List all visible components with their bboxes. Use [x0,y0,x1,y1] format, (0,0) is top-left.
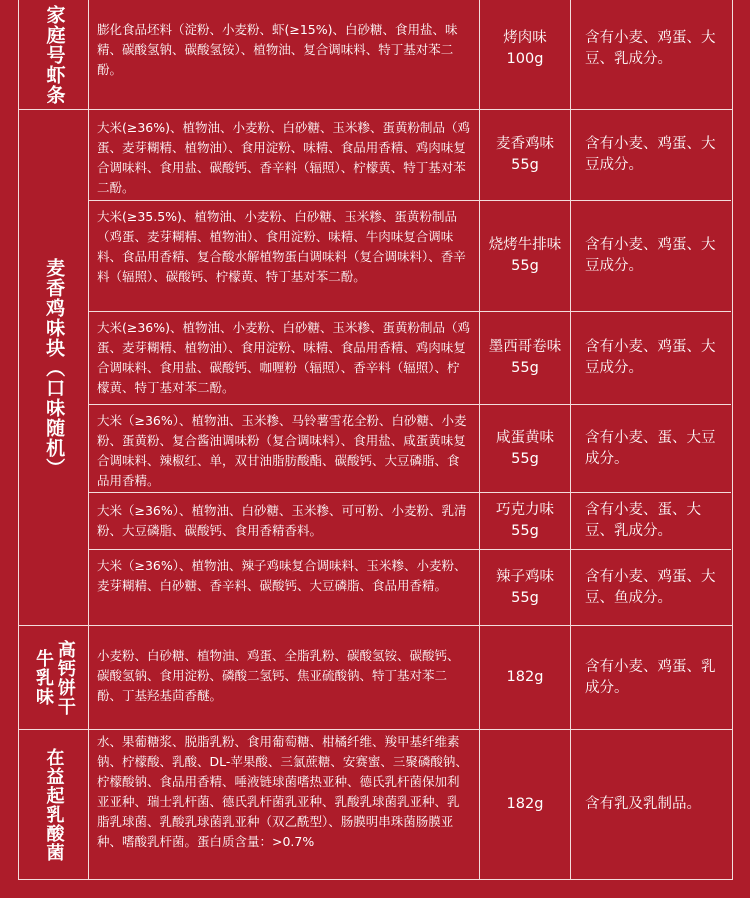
allergens-cell: 含有小麦、鸡蛋、大豆、鱼成分。 [585,568,716,606]
net-weight: 182g [506,796,544,812]
allergens-cell: 含有小麦、鸡蛋、大豆成分。 [585,136,716,173]
allergens-cell: 含有小麦、鸡蛋、乳成分。 [585,658,716,696]
net-weight: 182g [506,669,544,685]
net-weight: 55g [511,360,539,376]
product-name-line: 高钙饼干 [54,639,76,716]
product-name: 在益起乳酸菌 [43,747,65,862]
allergens-cell: 含有小麦、鸡蛋、大豆、乳成分。 [585,29,716,67]
flavor-name: 辣子鸡味 [496,568,554,585]
flavor-cell [480,0,570,109]
ingredients-cell: 大米（≥36%）、植物油、辣子鸡味复合调味料、玉米糁、小麦粉、麦芽糊精、白砂糖、香辛料、碳酸钙、大豆磷脂、食品用香精。 [97,558,467,593]
net-weight: 55g [511,589,539,606]
ingredients-cell: 膨化食品坯料（淀粉、小麦粉、虾(≥15%)、白砂糖、食用盐、味精、碳酸氢钠、碳酸氢铵）、植物油、复合调味料、特丁基对苯二酚。 [97,22,458,77]
flavor-name: 麦香鸡味 [496,136,554,152]
product-name-cell [19,730,88,879]
ingredients-cell: 大米（≥36%）、植物油、玉米糁、马铃薯雪花全粉、白砂糖、小麦粉、蛋黄粉、复合酱油调味粉（复合调味料）、食用盐、咸蛋黄味复合调味料、辣椒红、单，双甘油脂肪酸酯、碳酸钙、大豆磷脂、食品用香精。 [97,413,467,488]
net-weight: 100g [506,50,544,67]
ingredients-cell: 大米(≥35.5%)、植物油、小麦粉、白砂糖、玉米糁、蛋黄粉制品（鸡蛋、麦芽糊精、植物油）、食用淀粉、味精、牛肉味复合调味料、食品用香精、复合酸水解植物蛋白调味料（复合调味料）、香辛料（辐照）、碳酸钙、柠檬黄、特丁基对苯二酚。 [97,209,466,284]
allergens-cell: 含有乳及乳制品。 [585,796,701,812]
allergens-cell: 含有小麦、鸡蛋、大豆成分。 [585,237,716,274]
flavor-cell [480,626,570,729]
flavor-name: 墨西哥卷味 [488,339,562,355]
row-divider [18,879,732,880]
net-weight: 55g [511,450,539,467]
flavor-cell [480,405,570,492]
flavor-name: 烧烤牛排味 [488,237,562,253]
flavor-name: 巧克力味 [496,502,554,518]
ingredients-cell: 大米（≥36%）、植物油、白砂糖、玉米糁、可可粉、小麦粉、乳清粉、大豆磷脂、碳酸钙、食用香精香料。 [97,503,467,538]
flavor-name: 咸蛋黄味 [496,429,554,446]
allergens-cell: 含有小麦、蛋、大豆、乳成分。 [585,502,701,539]
ingredients-cell: 小麦粉、白砂糖、植物油、鸡蛋、全脂乳粉、碳酸氢铵、碳酸钙、碳酸氢钠、食用淀粉、磷酸二氢钙、焦亚硫酸钠、特丁基对苯二酚、丁基羟基茴香醚。 [97,648,460,703]
flavor-name: 烤肉味 [503,29,547,46]
net-weight: 55g [511,523,539,539]
allergens-cell: 含有小麦、蛋、大豆成分。 [585,429,716,467]
ingredients-cell: 水、果葡糖浆、脱脂乳粉、食用葡萄糖、柑橘纤维、羧甲基纤维素钠、柠檬酸、乳酸、DL-苹果酸、三氯蔗糖、安赛蜜、三聚磷酸钠、柠檬酸钠、食品用香精、唾液链球菌嗜热亚种、德氏乳杆菌保加利亚亚种、瑞士乳杆菌、德氏乳杆菌乳亚种、乳酸乳球菌乳亚种、乳脂乳球菌、乳酸乳球菌乳亚种（双乙酰型）、肠膜明串珠菌肠膜亚种、嗜酸乳杆菌。蛋白质含量：>0.7% [97,734,468,849]
flavor-cell [480,493,570,549]
product-name-line: 牛乳味 [33,649,54,706]
product-name-cell [19,110,88,625]
ingredients-cell: 大米(≥36%)、植物油、小麦粉、白砂糖、玉米糁、蛋黄粉制品（鸡蛋、麦芽糊精、植物油）、食用淀粉、味精、食品用香精、鸡肉味复合调味料、食用盐、碳酸钙、香辛料（辐照）、柠檬黄、特丁基对苯二酚。 [97,120,471,195]
flavor-cell [480,730,570,879]
ingredients-cell: 大米(≥36%)、植物油、小麦粉、白砂糖、玉米糁、蛋黄粉制品（鸡蛋、麦芽糊精、植物油）、食用淀粉、味精、食品用香精、鸡肉味复合调味料、食用盐、碳酸钙、咖喱粉（辐照）、香辛料（辐照）、柠檬黄、特丁基对苯二酚。 [97,320,471,395]
product-name-cell [19,626,88,729]
flavor-cell [480,110,570,200]
net-weight: 55g [511,258,539,274]
product-name [33,640,74,716]
flavor-cell [480,312,570,404]
product-name: 家庭号虾条 [43,4,66,105]
product-name: 麦香鸡味块（口味随机） [43,257,66,478]
product-name-cell [19,0,88,109]
allergens-cell: 含有小麦、鸡蛋、大豆成分。 [585,339,716,376]
net-weight: 55g [511,157,539,173]
flavor-cell [480,201,570,311]
flavor-cell [480,550,570,625]
